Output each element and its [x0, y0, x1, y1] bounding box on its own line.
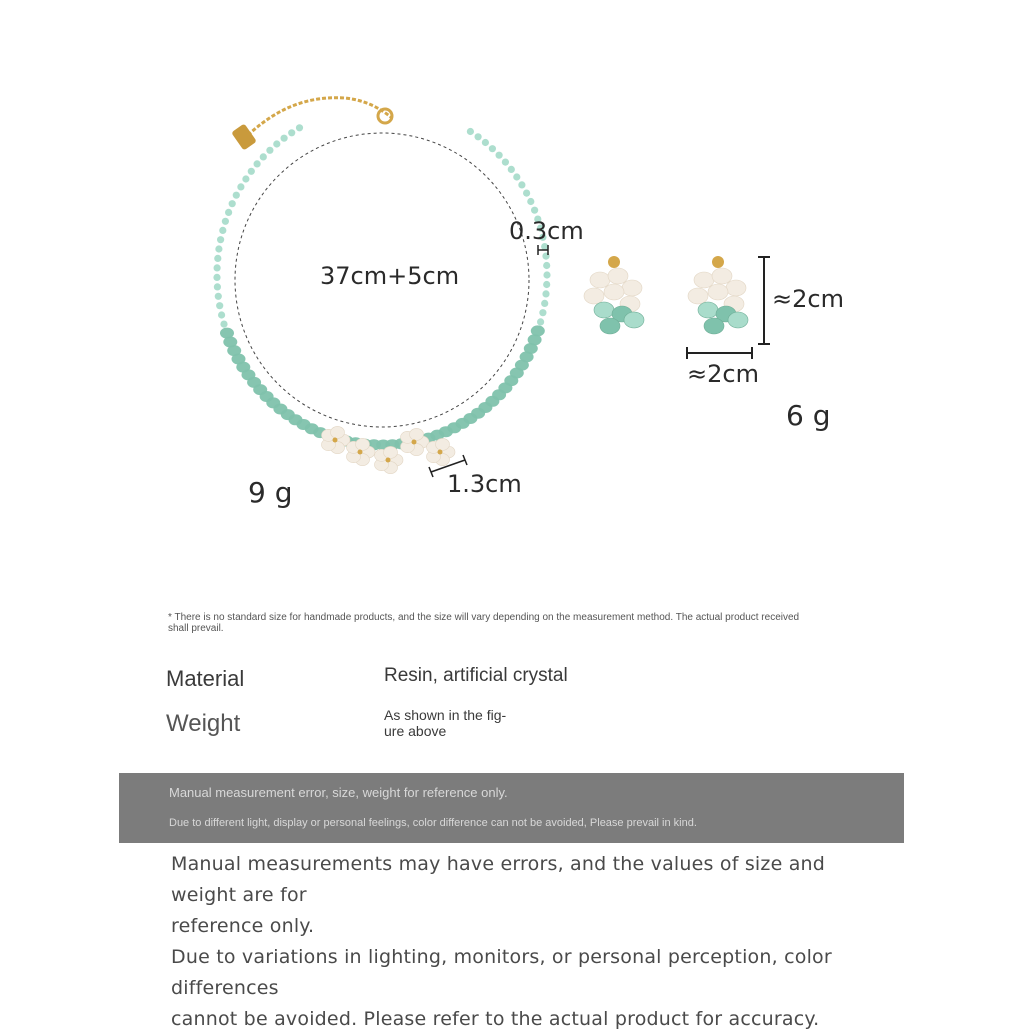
bead — [543, 271, 550, 278]
flower-center — [412, 440, 417, 445]
bead — [218, 311, 225, 318]
bead — [531, 207, 538, 214]
clasp-chain — [248, 98, 392, 135]
disclaimer-line-2: reference only. — [171, 915, 315, 937]
bead — [513, 173, 520, 180]
flower-petal — [410, 428, 424, 440]
material-key: Material — [166, 666, 245, 691]
bead — [213, 274, 220, 281]
weight-key: Weight — [166, 710, 241, 737]
banner-line-2: Due to different light, display or personal feelings, color difference can not be avoided, Please prevail in kind. — [169, 817, 697, 829]
bead — [214, 283, 221, 290]
bead — [542, 290, 549, 297]
necklace-weight-label: 9 g — [248, 476, 293, 509]
bead — [214, 255, 221, 262]
disclaimer-line-1: Manual measurements may have errors, and the values of size and weight are for — [171, 853, 826, 906]
weight-value-line2: ure above — [384, 723, 447, 739]
bead — [296, 124, 303, 131]
bead — [248, 168, 255, 175]
earring-petal — [712, 268, 732, 284]
earring-petal — [694, 272, 714, 288]
bead — [527, 198, 534, 205]
bead — [222, 218, 229, 225]
earring-petal — [608, 268, 628, 284]
bead — [475, 133, 482, 140]
flower-center — [333, 438, 338, 443]
banner-line-1: Manual measurement error, size, weight for reference only. — [169, 785, 508, 800]
earring-petal — [726, 280, 746, 296]
material-value: Resin, artificial crystal — [384, 665, 568, 686]
bead — [220, 321, 227, 328]
bead — [518, 181, 525, 188]
earring-bead — [600, 318, 620, 334]
earring-bead — [624, 312, 644, 328]
clasp-ring — [378, 109, 392, 123]
bead — [537, 318, 544, 325]
disclaimer-text — [171, 849, 891, 1035]
earring-1 — [584, 256, 644, 334]
bead — [541, 300, 548, 307]
bead — [237, 183, 244, 190]
bead — [531, 325, 545, 336]
weight-value-line1: As shown in the fig- — [384, 707, 507, 723]
earring-petal — [708, 284, 728, 300]
bead — [508, 166, 515, 173]
bead — [523, 190, 530, 197]
earring-stud — [712, 256, 724, 268]
earring-height-label: ≈2cm — [772, 285, 844, 313]
bead-width-label: 0.3cm — [509, 217, 584, 245]
bead — [242, 175, 249, 182]
bead — [496, 152, 503, 159]
bead — [543, 262, 550, 269]
bead — [489, 145, 496, 152]
flower-center — [386, 458, 391, 463]
earring-petal — [622, 280, 642, 296]
bead — [543, 281, 550, 288]
flower-petal — [356, 438, 370, 450]
flower-petal — [331, 426, 345, 438]
bead — [482, 139, 489, 146]
bead — [229, 200, 236, 207]
bead — [219, 227, 226, 234]
earring-bead — [594, 302, 614, 318]
bead — [288, 129, 295, 136]
flower-center — [438, 450, 443, 455]
flower-width-label: 1.3cm — [447, 470, 522, 498]
earring-petal — [584, 288, 604, 304]
bead — [260, 153, 267, 160]
earring-bead — [704, 318, 724, 334]
reference-banner — [119, 773, 904, 843]
earrings-image — [584, 256, 748, 334]
disclaimer-line-3: Due to variations in lighting, monitors, or personal perception, color differences — [171, 946, 832, 999]
earring-width-label: ≈2cm — [687, 360, 759, 388]
earring-petal — [590, 272, 610, 288]
bead — [281, 135, 288, 142]
bead — [233, 192, 240, 199]
bead — [254, 160, 261, 167]
bead — [225, 209, 232, 216]
earring-height-marker — [758, 257, 770, 344]
bead — [273, 140, 280, 147]
earring-2 — [688, 256, 748, 334]
flower-petal — [384, 446, 398, 458]
earring-petal — [604, 284, 624, 300]
earring-width-marker — [687, 347, 752, 359]
disclaimer-line-4: cannot be avoided. Please refer to the actual product for accuracy. — [171, 1008, 820, 1030]
necklace-length-label: 37cm+5cm — [320, 262, 460, 290]
flower-petal — [436, 438, 450, 450]
bead — [539, 309, 546, 316]
bead — [467, 128, 474, 135]
earring-stud — [608, 256, 620, 268]
handmade-size-note: * There is no standard size for handmade products, and the size will vary depending on the measurement method. The actual product received shall prevail. — [168, 612, 800, 634]
bead — [215, 293, 222, 300]
bead — [215, 245, 222, 252]
weight-value — [384, 707, 506, 739]
earring-weight-label: 6 g — [786, 399, 831, 432]
flower-center — [358, 450, 363, 455]
bead — [217, 236, 224, 243]
clasp-tag — [231, 123, 257, 150]
bead — [266, 147, 273, 154]
bead — [214, 264, 221, 271]
bead — [502, 159, 509, 166]
earring-petal — [688, 288, 708, 304]
earring-bead — [698, 302, 718, 318]
bead — [216, 302, 223, 309]
earring-bead — [728, 312, 748, 328]
